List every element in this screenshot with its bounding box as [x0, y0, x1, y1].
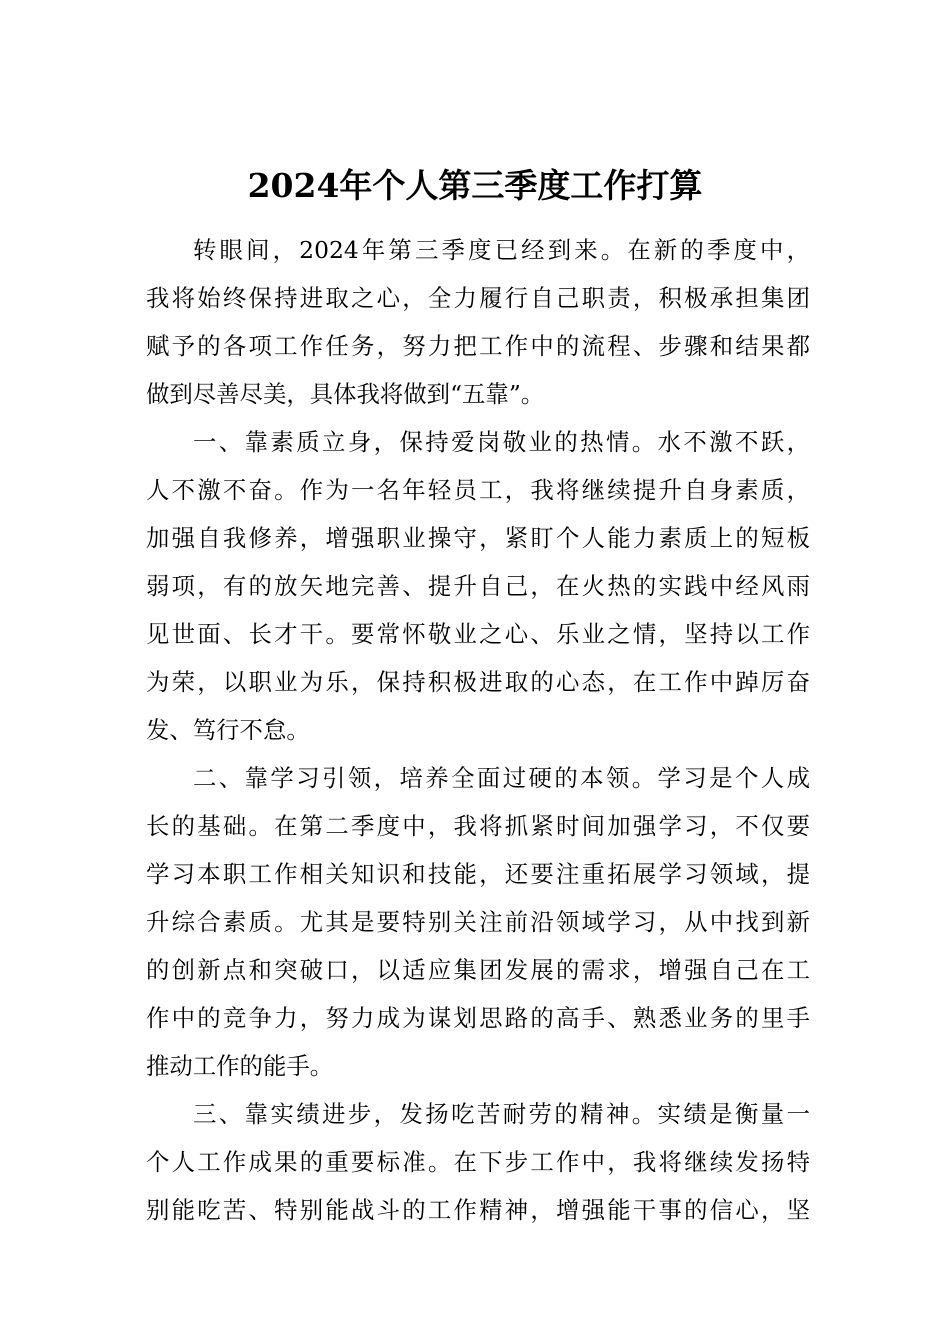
text-line: 赋予的各项工作任务，努力把工作中的流程、步骤和结果都: [146, 332, 810, 360]
document-body: [146, 226, 810, 1234]
document-title: 2024年个人第三季度工作打算: [247, 166, 703, 205]
text-line: 转眼间，2024年第三季度已经到来。在新的季度中，: [193, 236, 810, 264]
section-heading-line: 二、靠学习引领，培养全面过硬的本领。学习是个人成: [193, 764, 810, 792]
text-line: 我将始终保持进取之心，全力履行自己职责，积极承担集团: [146, 284, 810, 312]
section-heading-line: 三、靠实绩进步，发扬吃苦耐劳的精神。实绩是衡量一: [193, 1100, 810, 1128]
text-line: 的创新点和突破口，以适应集团发展的需求，增强自己在工: [146, 956, 810, 984]
text-line: 长的基础。在第二季度中，我将抓紧时间加强学习，不仅要: [146, 812, 810, 840]
paragraph-section-1: [146, 418, 810, 754]
text-line: 加强自我修养，增强职业操守，紧盯个人能力素质上的短板: [146, 524, 810, 552]
text-line: 做到尽善尽美，具体我将做到“五靠”。: [146, 380, 545, 408]
text-line: 人不激不奋。作为一名年轻员工，我将继续提升自身素质，: [146, 476, 810, 504]
text-line: 升综合素质。尤其是要特别关注前沿领域学习，从中找到新: [146, 908, 810, 936]
text-line: 推动工作的能手。: [146, 1052, 334, 1080]
text-line: 为荣，以职业为乐，保持积极进取的心态，在工作中踔厉奋: [146, 668, 810, 696]
text-line: 弱项，有的放矢地完善、提升自己，在火热的实践中经风雨: [146, 572, 810, 600]
text-line: 见世面、长才干。要常怀敬业之心、乐业之情，坚持以工作: [146, 620, 810, 648]
paragraph-section-2: [146, 754, 810, 1090]
paragraph-section-3: [146, 1090, 810, 1234]
section-heading-line: 一、靠素质立身，保持爱岗敬业的热情。水不激不跃，: [193, 428, 810, 456]
text-line: 别能吃苦、特别能战斗的工作精神，增强能干事的信心，坚: [146, 1196, 810, 1224]
text-line: 作中的竞争力，努力成为谋划思路的高手、熟悉业务的里手: [146, 1004, 810, 1032]
text-line: 个人工作成果的重要标准。在下步工作中，我将继续发扬特: [146, 1148, 810, 1176]
text-line: 学习本职工作相关知识和技能，还要注重拓展学习领域，提: [146, 860, 810, 888]
paragraph-intro: [146, 226, 810, 418]
text-line: 发、笃行不怠。: [146, 716, 310, 744]
